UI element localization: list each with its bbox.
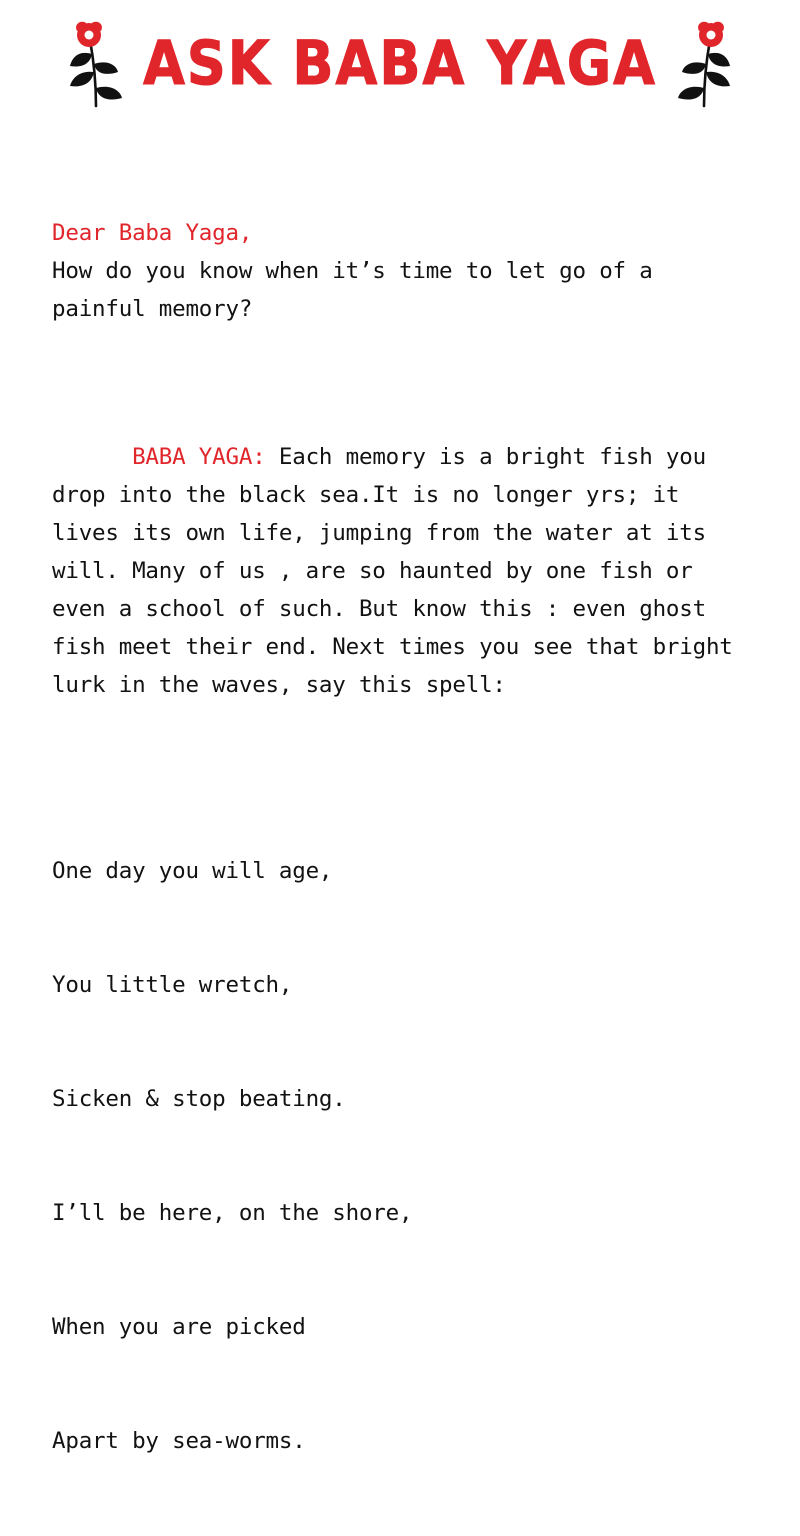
letter-body [0,128,800,1536]
spell-line: Apart by sea-worms. [52,1428,306,1454]
answer-block [52,400,748,742]
spell-line: One day you will age, [52,858,333,884]
answer-speaker: BABA YAGA: [132,444,266,470]
spell-line: Sicken & stop beating. [52,1086,346,1112]
page-title: ASK BABA YAGA [143,28,657,99]
flower-icon [56,18,152,114]
spell-line: When you are picked [52,1314,306,1340]
spacer [52,366,748,400]
spell-line: I’ll be here, on the shore, [52,1200,413,1226]
spacer [52,742,748,776]
spell-line: You little wretch, [52,972,293,998]
answer-text: Each memory is a bright fish you drop into the black sea.It is no longer yrs; it lives its own life, jumping from the water at its will. Many of us , are so haunted by one fish or even a school of such. But know this : even ghost fish meet their end. Next times you see that bright lurk in the waves, say this spell: [52,444,747,698]
letter-salutation: Dear Baba Yaga, [52,220,253,246]
spell-block [52,776,748,1536]
letter-question-block [52,138,748,366]
page-header [0,0,800,128]
flower-icon [648,18,744,114]
letter-question: How do you know when it’s time to let go of a painful memory? [52,258,666,322]
